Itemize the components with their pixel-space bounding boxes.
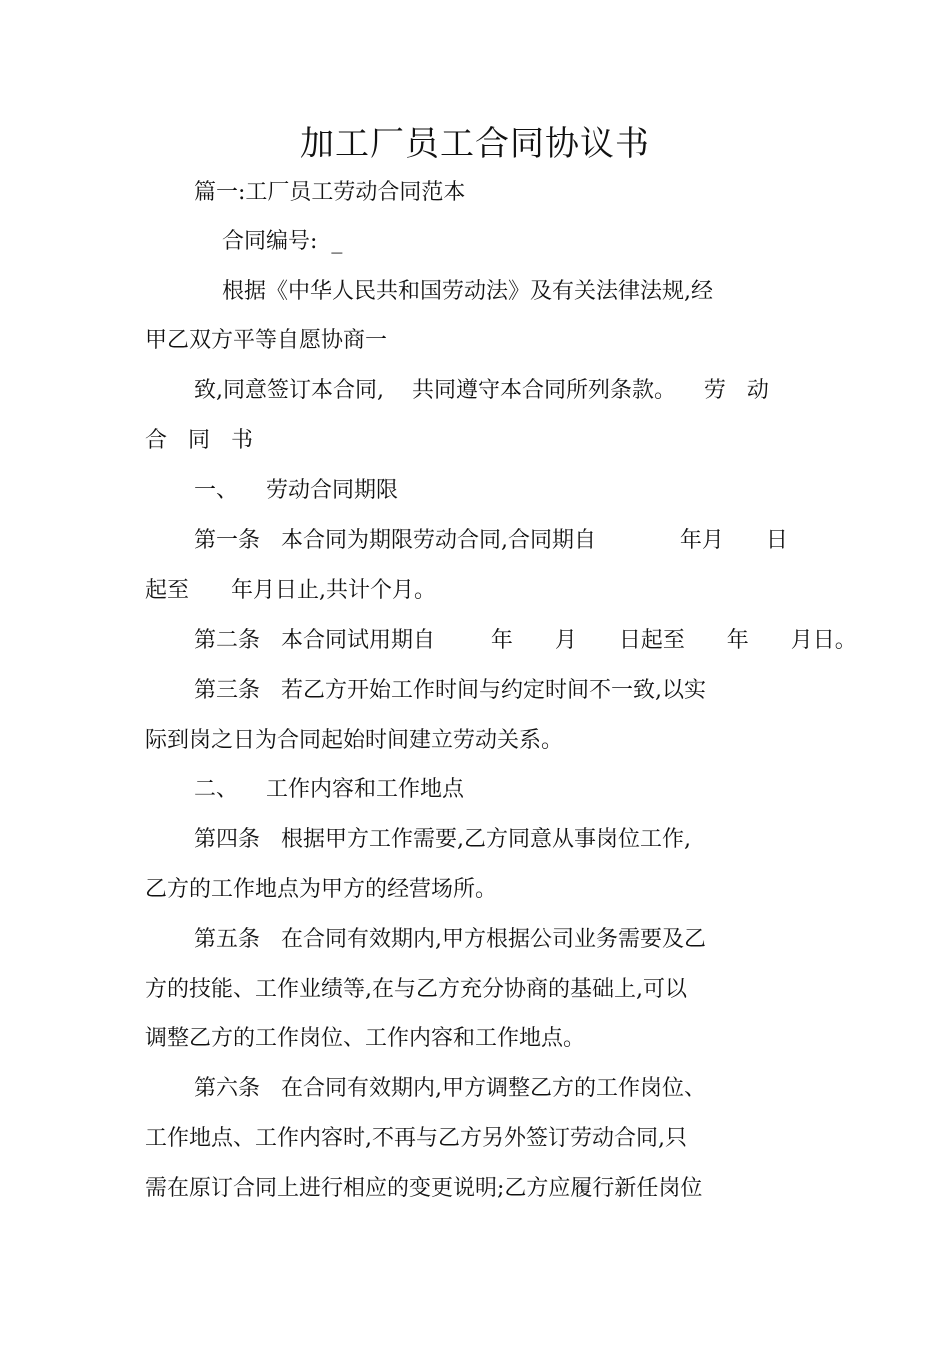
section-heading: 二、 工作内容和工作地点 <box>194 777 464 802</box>
article-line: 乙方的工作地点为甲方的经营场所。 <box>145 877 498 902</box>
document-title: 加工厂员工合同协议书 <box>300 124 650 164</box>
article-line: 工作地点、工作内容时,不再与乙方另外签订劳动合同,只 <box>145 1126 687 1151</box>
section-heading: 一、 劳动合同期限 <box>194 478 398 503</box>
article-line: 第六条 在合同有效期内,甲方调整乙方的工作岗位、 <box>194 1076 706 1101</box>
article-line: 第一条 本合同为期限劳动合同,合同期自 年月 日 <box>194 528 788 553</box>
article-line: 际到岗之日为合同起始时间建立劳动关系。 <box>145 728 564 753</box>
contract-number-line: 合同编号: _ <box>222 229 343 254</box>
paragraph-line: 甲乙双方平等自愿协商一 <box>145 328 388 353</box>
paragraph-line: 根据《中华人民共和国劳动法》及有关法律法规,经 <box>222 279 713 304</box>
article-line: 需在原订合同上进行相应的变更说明;乙方应履行新任岗位 <box>145 1176 703 1201</box>
chapter-heading: 篇一:工厂员工劳动合同范本 <box>194 180 466 205</box>
article-line: 第四条 根据甲方工作需要,乙方同意从事岗位工作, <box>194 827 691 852</box>
paragraph-line: 致,同意签订本合同, 共同遵守本合同所列条款。 劳 动 <box>194 378 769 403</box>
article-line: 方的技能、工作业绩等,在与乙方充分协商的基础上,可以 <box>145 977 687 1002</box>
article-line: 调整乙方的工作岗位、工作内容和工作地点。 <box>145 1026 586 1051</box>
article-line: 第三条 若乙方开始工作时间与约定时间不一致,以实 <box>194 678 706 703</box>
article-line: 第二条 本合同试用期自 年 月 日起至 年 月日。 <box>194 628 857 653</box>
article-line: 第五条 在合同有效期内,甲方根据公司业务需要及乙 <box>194 927 706 952</box>
paragraph-line: 合 同 书 <box>145 428 253 453</box>
article-line: 起至 年月日止,共计个月。 <box>145 578 436 603</box>
